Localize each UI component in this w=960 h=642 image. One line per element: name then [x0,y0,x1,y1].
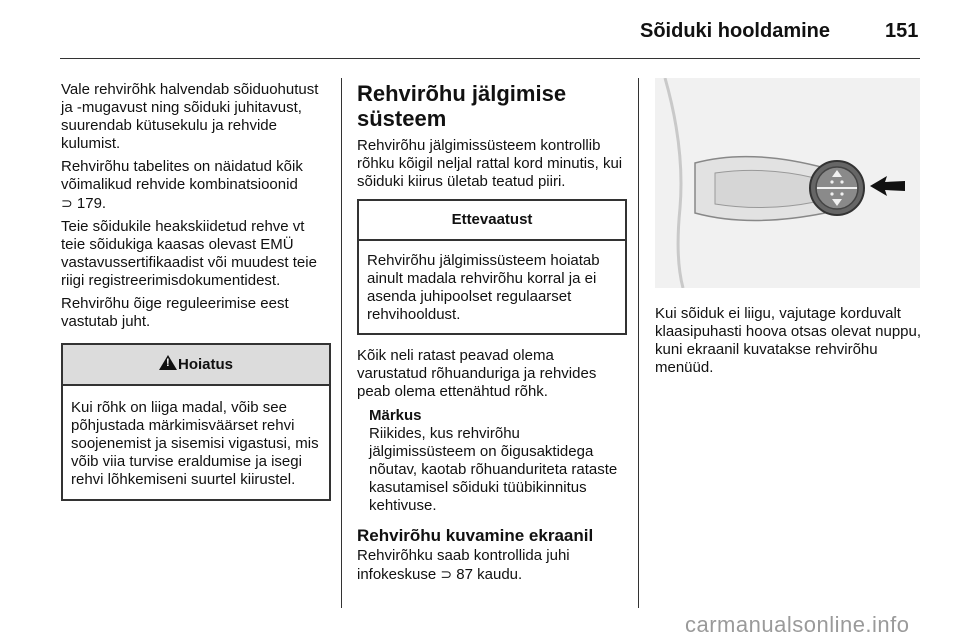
paragraph: Vale rehvirõhk halvendab sõiduohutust ja -mugavust ning sõiduki juhitavust, suurendab kütusekulu ja rehvide kulumist. [61,81,319,152]
paragraph: Rehvirõhu õige reguleerimise eest vastutab juht. [61,295,289,330]
note-body: Riikides, kus rehvirõhu jälgimissüsteem on õigusaktidega nõutav, kaotab rõhuanduriteta rataste kasutamisel sõiduki tüübikinnitus kehtivuse. [369,425,618,514]
watermark-text: carmanualsonline.info [685,612,910,637]
paragraph-text: Rehvirõhku saab kontrollida juhi infokeskuse [357,547,570,583]
paragraph-text: Rehvirõhu tabelites on näidatud kõik võimalikud rehvide kombinatsioonid [61,158,303,193]
warning-triangle-icon: ! [159,355,177,370]
header-rule [60,58,920,59]
page-reference[interactable]: 179. [76,195,107,212]
page-reference[interactable]: 87 kaudu. [456,566,523,583]
page-number: 151 [885,20,919,42]
warning-box-header [63,345,329,386]
column-left [61,81,331,501]
caution-box-header: Ettevaatust [359,201,625,241]
section-heading: Rehvirõhu jälgimise süsteem [357,81,567,131]
pointer-arrow-icon [870,176,905,196]
paragraph: Rehvirõhu jälgimissüsteem kontrollib rõhku kõigil neljal rattal kord minutis, kui sõiduki kiirus ületab teatud piiri. [357,137,623,190]
paragraph [61,158,331,213]
page-reference-icon: ⊃ [440,566,453,582]
column-divider-left [341,78,342,608]
paragraph: Kõik neli ratast peavad olema varustatud rõhuanduriga ja rehvides peab olema ettenähtud rõhk. [357,347,597,400]
paragraph: Teie sõidukile heakskiidetud rehve vt teie sõidukiga kaasas olevast EMÜ vastavussertifikaadist või muudest teie riigi registreerimisdokumentidest. [61,218,317,289]
paragraph [357,547,627,584]
wiper-lever-illustration [655,78,920,288]
page-reference-icon: ⊃ [61,195,73,211]
subsection-heading: Rehvirõhu kuvamine ekraanil [357,526,594,545]
warning-title: Hoiatus [177,356,233,373]
column-right [655,305,925,382]
caution-box [357,199,627,335]
column-divider-right [638,78,639,608]
note-title: Märkus [369,407,422,424]
warning-box [61,343,331,501]
column-middle [357,81,627,589]
header-title: Sõiduki hooldamine [640,20,831,42]
note [369,407,627,515]
wiper-lever-drawing [655,78,920,288]
caution-body: Rehvirõhu jälgimissüsteem hoiatab ainult madala rehvirõhu korral ja ei asenda juhipoolset regulaarset rehvihooldust. [367,252,600,323]
paragraph: Kui sõiduk ei liigu, vajutage korduvalt klaasipuhasti hoova otsas olevat nuppu, kuni ekraanil kuvatakse rehvirõhu menüüd. [655,305,922,376]
warning-body: Kui rõhk on liiga madal, võib see põhjustada märkimisväärset rehvi soojenemist ja sisemisi vigastusi, mis võib viia turvise eraldumise ja isegi rehvi lõhkemiseni suurtel kiirustel. [71,399,319,488]
